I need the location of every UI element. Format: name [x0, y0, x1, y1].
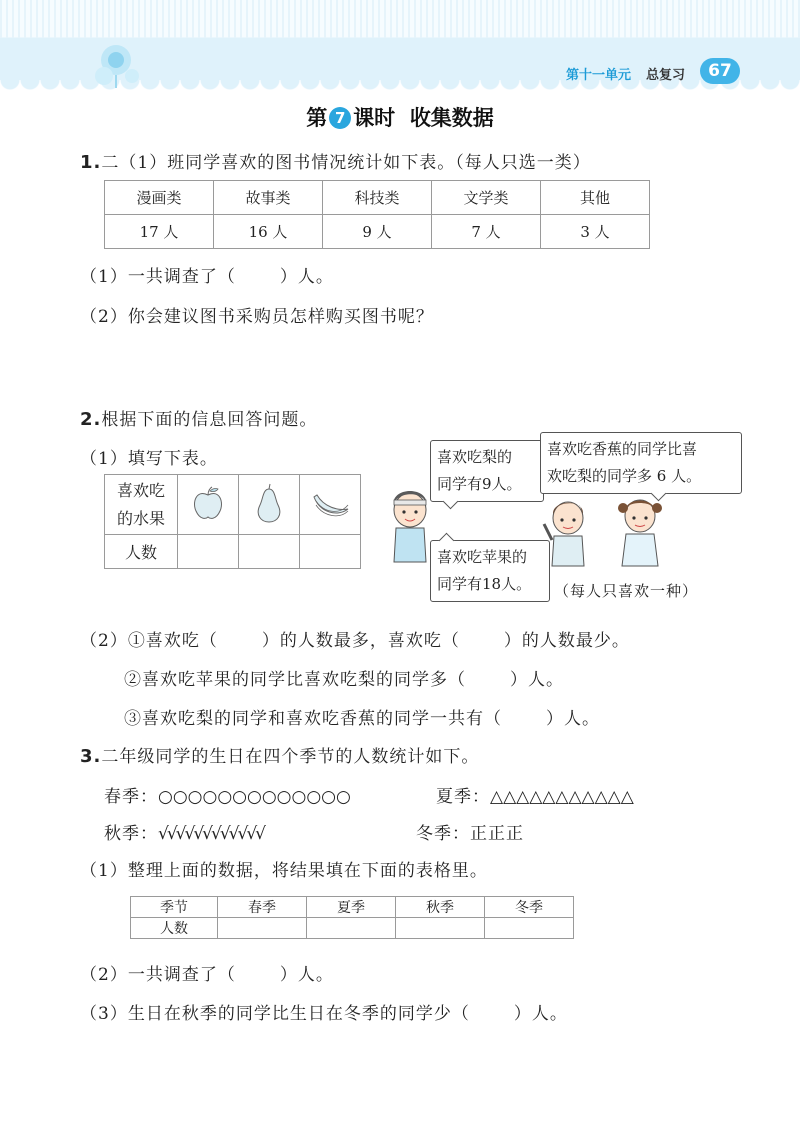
spring-count-cell[interactable] — [218, 918, 307, 939]
book-header-cell: 故事类 — [214, 181, 323, 215]
q2-sub2-2-text: ②喜欢吃苹果的同学比喜欢吃梨的同学多（ — [124, 670, 466, 690]
book-value-cell: 7 人 — [432, 215, 541, 249]
apple-cell — [178, 475, 239, 535]
summer-count-cell[interactable] — [307, 918, 396, 939]
q3-prompt — [80, 742, 479, 767]
page-number: 67 — [700, 58, 740, 84]
summer-tally — [436, 782, 634, 807]
apple-bubble-line2: 同学有18人。 — [437, 575, 532, 593]
winter-count-cell[interactable] — [485, 918, 574, 939]
season-header-cell: 夏季 — [307, 897, 396, 918]
autumn-label: 秋季： — [104, 824, 158, 844]
q1-sub1-end: ）人。 — [279, 267, 334, 287]
season-header-cell: 季节 — [131, 897, 218, 918]
book-value-cell: 16 人 — [214, 215, 323, 249]
banana-bubble — [540, 432, 742, 494]
lesson-topic: 收集数据 — [409, 106, 494, 130]
book-header-cell: 漫画类 — [105, 181, 214, 215]
pear-icon — [249, 481, 289, 525]
summer-label: 夏季： — [436, 787, 490, 807]
q2-sub2-3-end: ）人。 — [546, 709, 600, 729]
banana-cell — [300, 475, 361, 535]
season-header-cell: 秋季 — [396, 897, 485, 918]
apple-icon — [188, 483, 228, 523]
q3-number: 3. — [80, 746, 102, 767]
autumn-count-cell[interactable] — [396, 918, 485, 939]
boy-pointing-illustration — [540, 496, 592, 568]
q1-sub2: （2）你会建议图书采购员怎样购买图书呢？ — [80, 307, 434, 327]
q3-sub2 — [80, 960, 334, 985]
q1-number: 1. — [80, 152, 102, 173]
q1-text: 二（1）班同学喜欢的图书情况统计如下表。（每人只选一类） — [101, 153, 591, 173]
autumn-marks: √√√√√√√√√√√√ — [158, 824, 264, 844]
pear-count-cell[interactable] — [239, 535, 300, 569]
pear-bubble-line2: 同学有9人。 — [437, 475, 522, 493]
q2-text: 根据下面的信息回答问题。 — [101, 410, 318, 430]
fruit-table — [104, 474, 361, 569]
q3-sub2-text: （2）一共调查了（ — [80, 965, 236, 985]
winter-marks: 正正正 — [470, 824, 524, 844]
q3-sub3 — [80, 999, 568, 1024]
season-table — [130, 896, 574, 939]
q3-text: 二年级同学的生日在四个季节的人数统计如下。 — [101, 747, 480, 767]
q3-sub3-end: ）人。 — [513, 1004, 568, 1024]
q3-sub3-text: （3）生日在秋季的同学比生日在冬季的同学少（ — [80, 1004, 470, 1024]
lesson-title — [0, 102, 800, 132]
bubble-tail — [439, 533, 455, 549]
count-label-cell: 人数 — [105, 535, 178, 569]
spring-marks: ○○○○○○○○○○○○○ — [158, 787, 351, 807]
winter-tally — [416, 819, 524, 844]
girl-pointing-illustration — [614, 494, 666, 568]
fruit-label-line1: 喜欢吃 — [116, 480, 165, 500]
q2-sub2-text-a: （2）①喜欢吃（ — [80, 631, 218, 651]
fruit-label-cell — [105, 475, 178, 535]
book-header-cell: 科技类 — [323, 181, 432, 215]
pear-bubble — [430, 440, 544, 502]
spring-tally — [104, 782, 351, 807]
q2-prompt — [80, 405, 317, 430]
unit-label: 第十一单元 — [566, 68, 632, 83]
q2-sub2-2-end: ）人。 — [510, 670, 564, 690]
q2-sub2-3-text: ③喜欢吃梨的同学和喜欢吃香蕉的同学一共有（ — [124, 709, 502, 729]
winter-label: 冬季： — [416, 824, 470, 844]
q2-sub2-1 — [80, 626, 630, 651]
book-header-cell: 其他 — [541, 181, 650, 215]
q2-number: 2. — [80, 409, 102, 430]
banana-bubble-line2: 欢吃梨的同学多 6 人。 — [547, 467, 702, 485]
season-header-cell: 冬季 — [485, 897, 574, 918]
season-header-cell: 春季 — [218, 897, 307, 918]
pear-bubble-line1: 喜欢吃梨的 — [437, 448, 513, 466]
spring-label: 春季： — [104, 787, 158, 807]
boy-headband-illustration — [386, 488, 436, 564]
header-stripes — [0, 0, 800, 38]
book-value-cell: 9 人 — [323, 215, 432, 249]
apple-count-cell[interactable] — [178, 535, 239, 569]
book-value-cell: 3 人 — [541, 215, 650, 249]
q2-sub2-2 — [124, 665, 564, 690]
q1-sub1-text: （1）一共调查了（ — [80, 267, 236, 287]
lesson-number: 7 — [329, 107, 351, 129]
lesson-prefix: 第 — [306, 106, 328, 130]
pear-cell — [239, 475, 300, 535]
book-value-cell: 17 人 — [105, 215, 214, 249]
q2-sub1: （1）填写下表。 — [80, 449, 218, 469]
q3-sub2-end: ）人。 — [279, 965, 334, 985]
summer-marks: △△△△△△△△△△△ — [490, 787, 634, 807]
apple-bubble — [430, 540, 550, 602]
flower-decoration-icon — [92, 40, 152, 90]
q2-sub2-text-c: ）的人数最少。 — [503, 631, 630, 651]
banana-count-cell[interactable] — [300, 535, 361, 569]
apple-bubble-line1: 喜欢吃苹果的 — [437, 548, 528, 566]
q1-prompt — [80, 148, 591, 173]
bubble-tail — [443, 494, 459, 510]
book-header-cell: 文学类 — [432, 181, 541, 215]
banana-bubble-line1: 喜欢吃香蕉的同学比喜 — [547, 440, 698, 458]
lesson-suffix: 课时 — [353, 106, 396, 130]
book-survey-table — [104, 180, 650, 249]
q1-sub1 — [80, 262, 334, 287]
autumn-tally — [104, 819, 264, 844]
q2-sub2-text-b: ）的人数最多，喜欢吃（ — [261, 631, 460, 651]
q3-sub1: （1）整理上面的数据，将结果填在下面的表格里。 — [80, 861, 488, 881]
season-count-label: 人数 — [131, 918, 218, 939]
section-label: 总复习 — [646, 68, 686, 83]
banana-icon — [308, 483, 352, 523]
q2-sub2-3 — [124, 704, 600, 729]
fruit-note: （每人只喜欢一种） — [554, 582, 699, 600]
fruit-label-line2: 的水果 — [116, 508, 165, 528]
